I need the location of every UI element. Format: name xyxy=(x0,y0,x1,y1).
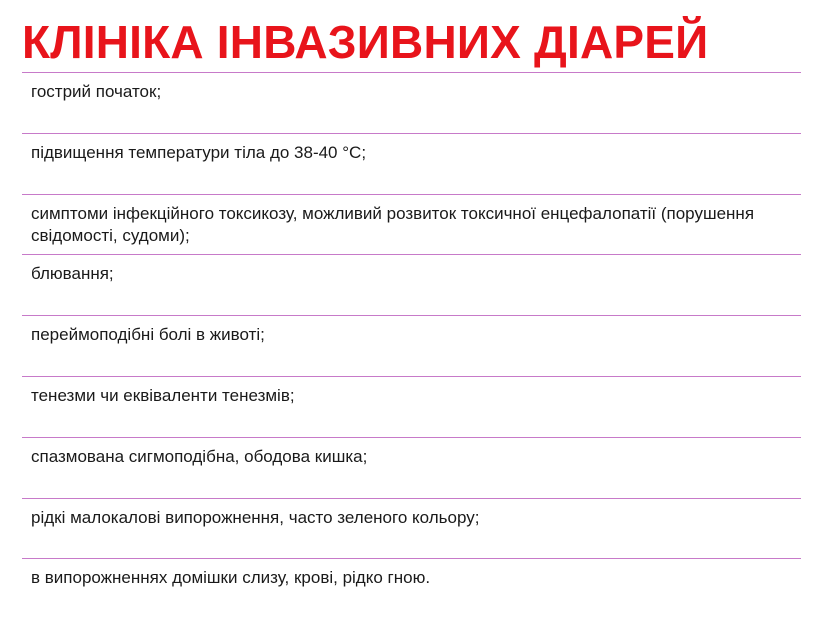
list-item: в випорожненнях домішки слизу, крові, рідко гною. xyxy=(22,558,801,618)
list-item: спазмована сигмоподібна, ободова кишка; xyxy=(22,437,801,498)
list-item: переймоподібні болі в животі; xyxy=(22,315,801,376)
list-item: підвищення температури тіла до 38-40 °С; xyxy=(22,133,801,194)
symptom-list xyxy=(22,72,801,618)
list-item: тенезми чи еквіваленти тенезмів; xyxy=(22,376,801,437)
list-item: гострий початок; xyxy=(22,72,801,133)
list-item: блювання; xyxy=(22,254,801,315)
slide-title: КЛІНІКА ІНВАЗИВНИХ ДІАРЕЙ xyxy=(22,16,709,68)
list-item: симптоми інфекційного токсикозу, можливий розвиток токсичної енцефалопатії (порушення свідомості, судоми); xyxy=(22,194,801,255)
list-item: рідкі малокалові випорожнення, часто зеленого кольору; xyxy=(22,498,801,559)
